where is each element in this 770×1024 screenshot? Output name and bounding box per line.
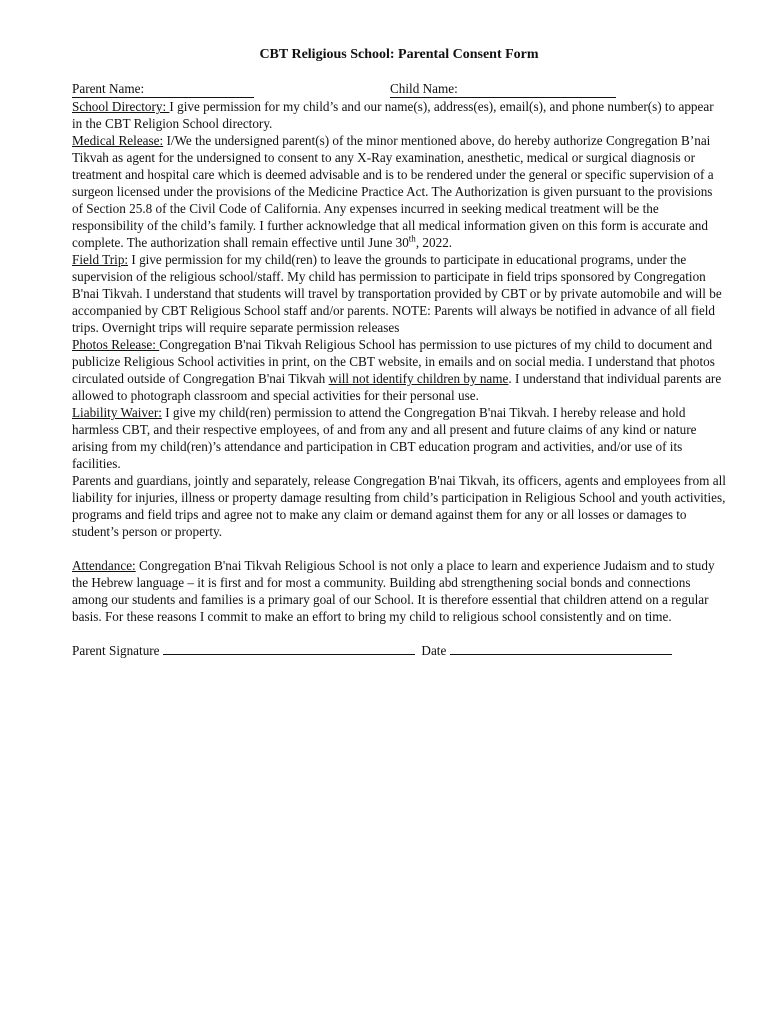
field-trip-label: Field Trip:	[72, 252, 129, 267]
attendance-label: Attendance:	[72, 558, 136, 573]
photos-release-emphasis: will not identify children by name	[328, 371, 509, 386]
parent-name-field[interactable]	[72, 81, 254, 98]
liability-release-paragraph: Parents and guardians, jointly and separately, release Congregation B'nai Tikvah, its officers, agents and employees from all liability for injuries, illness or property damage resulting from child’s participation in Religious School and youth activities, programs and field trips and agree not to make any claim or demand against them for any or all losses or damages to student’s person or property.	[72, 473, 726, 539]
liability-waiver-label: Liability Waiver:	[72, 405, 162, 420]
parent-signature-line[interactable]	[163, 642, 415, 655]
field-trip-section	[72, 251, 726, 336]
photos-release-text: Congregation B'nai Tikvah Religious School has permission to use pictures of my child to document and publicize Religious School activities in print, on the CBT website, in emails and on social media. I understand that photos circulated outside of Congregation B'nai Tikvah	[72, 337, 715, 386]
section-spacer	[72, 540, 726, 557]
form-title: CBT Religious School: Parental Consent Form	[259, 47, 539, 62]
medical-release-section	[72, 132, 726, 251]
medical-release-label: Medical Release:	[72, 133, 164, 148]
child-name-field[interactable]	[390, 81, 616, 98]
liability-waiver-text: I give my child(ren) permission to attend the Congregation B'nai Tikvah. I hereby release and hold harmless CBT, and their respective employees, of and from any and all present and future claims of any kind or nature arising from my child(ren)’s attendance and participation in CBT education program and activities, and/or use of its facilities.	[72, 405, 697, 471]
photos-release-section	[72, 336, 726, 404]
school-directory-section	[72, 98, 726, 132]
date-label: Date	[421, 643, 450, 658]
child-name-label: Child Name:	[390, 81, 458, 96]
school-directory-label: School Directory:	[72, 99, 170, 114]
ordinal-suffix: th	[408, 233, 416, 244]
signature-row	[72, 642, 726, 659]
parent-name-label: Parent Name:	[72, 81, 145, 96]
attendance-section	[72, 557, 726, 625]
attendance-text: Congregation B'nai Tikvah Religious School is not only a place to learn and experience Judaism and to study the Hebrew language – it is first and for most a community. Building abd strengthening social bonds and connections among our students and families is a primary goal of our School. It is therefore essential that children attend on a regular basis. For these reasons I commit to make an effort to bring my child to religious school consistently and on time.	[72, 558, 715, 624]
field-trip-text: I give permission for my child(ren) to leave the grounds to participate in educational programs, under the supervision of the religious school/staff. My child has permission to participate in field trips sponsored by Congregation B'nai Tikvah. I understand that students will travel by transportation provided by CBT or by private automobile and will be accompanied by CBT Religious School staff and/or parents. NOTE: Parents will always be notified in advance of all field trips. Overnight trips will require separate permission releases	[72, 252, 722, 335]
medical-release-text-end: , 2022.	[415, 235, 453, 250]
liability-waiver-section	[72, 404, 726, 472]
consent-form-page	[72, 46, 726, 659]
photos-release-label: Photos Release:	[72, 337, 160, 352]
school-directory-text: I give permission for my child’s and our name(s), address(es), email(s), and phone number(s) to appear in the CBT Religion School directory.	[72, 99, 714, 131]
name-row	[72, 81, 726, 98]
date-line[interactable]	[450, 642, 672, 655]
photos-release-text-end: . I understand that individual parents are allowed to photograph classroom and special activities for their personal use.	[72, 371, 722, 403]
parent-signature-label: Parent Signature	[72, 643, 163, 658]
medical-release-text: I/We the undersigned parent(s) of the minor mentioned above, do hereby authorize Congregation B’nai Tikvah as agent for the undersigned to consent to any X-Ray examination, anesthetic, medical or surgical diagnosis or treatment and hospital care which is deemed advisable and is to be rendered under the general or specific supervision of a surgeon licensed under the provisions of the Medicine Practice Act. The Authorization is given pursuant to the provisions of Section 25.8 of the Civil Code of California. Any expenses incurred in seeking medical treatment will be the responsibility of the child’s family. I further acknowledge that all medical information given on this form is accurate and complete. The authorization shall remain effective until June 30	[72, 133, 714, 250]
